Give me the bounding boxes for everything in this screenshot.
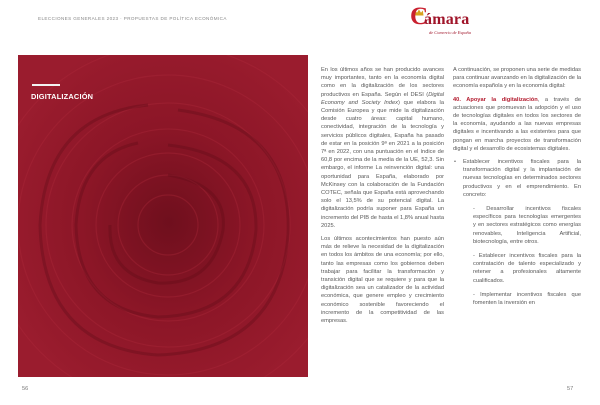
paragraph-acontecimientos: Los últimos acontecimientos han puesto aún más de relieve la necesidad de la digitalización en todos los ámbitos de una economía; por ello, tanto las empresas como los gobiernos deben trabajar para facilitar la transformación y transición digital que se requiere y para que la digitalización sea un catalizador de la actividad económica, que genere empleo y crecimiento económico sostenible favoreciendo el incremento de la competitividad de las empresas. [321, 236, 444, 325]
sub-item-inversion: - Implementar incentivos fiscales que fomenten la inversión en [473, 291, 581, 307]
page-number-right: 57 [567, 386, 574, 392]
logo-word: ámara [424, 11, 470, 28]
hero-image [18, 55, 308, 377]
camara-logo [410, 3, 502, 36]
running-header: ELECCIONES GENERALES 2023 · PROPUESTAS DE POLÍTICA ECONÓMICA [38, 16, 227, 21]
paragraph-desi: En los últimos años se han producido avances muy importantes, tanto en la economía digital como en la digitalización de los sectores productivos en España. Según el DESI (Digital Economy and Society Index) que elabora la Comisión Europea y que mide la digitalización desde cuatro áreas: capital humano, conectividad, integración de la tecnología y servicios públicos digitales, España ha pasado de estar en la posición 9ª en 2021 a la posición 7ª en 2022, con una puntuación en el índice de 60,8 por encima de la media de la UE, 52,3. Sin embargo, el informe La reinvención digital: una oportunidad para España, elaborado por McKinsey con la colaboración de la Fundación COTEC, señala que España está aprovechando solo el 13,5% de su potencial digital. La digitalización podría suponer para España un incremento del PIB de hasta el 1,8% anual hasta 2025. [321, 67, 444, 229]
hero-divider [32, 84, 60, 86]
sub-item-tecnologias: - Desarrollar incentivos fiscales específicos para tecnologías emergentes y en sectores estratégicos como energías renovables, Inteligencia Artificial, biotecnología, entre otros. [473, 206, 581, 245]
measure-40: 40. Apoyar la digitalización, a través de actuaciones que promuevan la adopción y el uso de tecnologías digitales en todos los sectores de la economía, ayudando a las nuevas empresas digitales e incentivando a las existentes para que pongan en marcha proyectos de transformación digital y el desarrollo de ecosistemas digitales. [453, 96, 581, 152]
logo-initial: C [410, 3, 429, 30]
section-title: DIGITALIZACIÓN [31, 92, 94, 101]
measure-bullets [453, 158, 581, 307]
bullet-incentivos: • Establecer incentivos fiscales para la transformación digital y la implantación de nuevas tecnologías en determinados sectores productivos y en el emprendimiento. En concreto: - Desarrollar incentivos fiscales específicos para tecnologías emergentes y en sectores estratégicos como energías renovables, Inteligencia Artificial, biotecnología, entre otros. - Establecer incentivos fiscales para la contratación de talento especializado y retener a profesionales altamente cualificados. - Implementar incentivos fiscales que fomenten la inversión en [453, 158, 581, 307]
paragraph-intro: A continuación, se proponen una serie de medidas para continuar avanzando en la digitalización de la economía española y en la economía digital: [453, 67, 581, 90]
sub-item-talento: - Establecer incentivos fiscales para la contratación de talento especializado y retener a profesionales altamente cualificados. [473, 253, 581, 284]
page-number-left: 56 [22, 386, 29, 392]
swirl-pattern [18, 55, 308, 377]
logo-subtitle: de Comercio de España [429, 30, 471, 35]
text-column-1 [321, 66, 444, 330]
text-column-2 [453, 66, 581, 307]
